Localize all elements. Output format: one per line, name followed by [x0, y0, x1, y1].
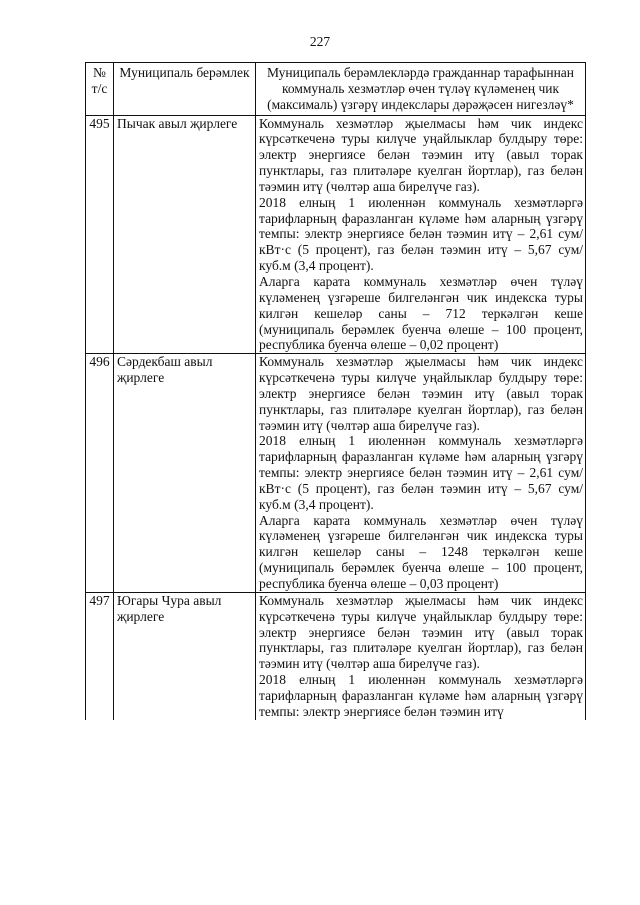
row-number: 495 — [86, 115, 114, 354]
table-header-row — [86, 63, 586, 116]
row-municipality: Пычак авыл җирлеге — [114, 115, 256, 354]
table-row — [86, 115, 586, 354]
row-municipality: Сәрдекбаш авыл җирлеге — [114, 354, 256, 593]
table-row — [86, 354, 586, 593]
paragraph-population: Аларга карата коммуналь хезмәтләр өчен түләү күләменең үзгәреше билгеләнгән чик индекска туры килгән кешеләр саны – 712 теркәлгән кеше (муниципаль берәмлек буенча өлеше – 100 процент, республика буенча өлеше – 0,02 процент) — [259, 273, 583, 353]
row-justification — [256, 115, 586, 354]
paragraph-tariffs: 2018 елның 1 июленнән коммуналь хезмәтләргә тарифларның фаразланган күләме һәм аларның үзгәрү темпы: электр энергиясе белән тәэмин итү – 2,61 сум/кВт·с (5 процент), газ белән тәэмин итү – 5,67 сум/куб.м (3,4 процент). — [259, 433, 583, 512]
row-number: 497 — [86, 592, 114, 719]
paragraph-population: Аларга карата коммуналь хезмәтләр өчен түләү күләменең үзгәреше билгеләнгән чик индекска туры килгән кешеләр саны – 1248 теркәлгән кеше (муниципаль берәмлек буенча өлеше – 100 процент, республика буенча өлеше – 0,03 процент) — [259, 512, 583, 591]
row-justification — [256, 354, 586, 593]
header-justification: Муниципаль берәмлекләрдә гражданнар тарафыннан коммуналь хезмәтләр өчен түләү күләменең чик (максималь) үзгәрү индекслары дәрәҗәсен нигезләү* — [256, 63, 586, 116]
paragraph-tariffs: 2018 елның 1 июленнән коммуналь хезмәтләргә тарифларның фаразланган күләме һәм аларның үзгәрү темпы: электр энергиясе белән тәэмин итү — [259, 672, 583, 719]
row-municipality: Югары Чура авыл җирлеге — [114, 592, 256, 719]
row-number: 496 — [86, 354, 114, 593]
paragraph-amenities: Коммуналь хезмәтләр җыелмасы һәм чик индекс күрсәткеченә туры килүче уңайлыклар булдыру төре: электр энергиясе белән тәэмин итү (авыл торак пунктлары, газ плитәләре куелган йортлар), газ белән тәэмин итү (чөлтәр аша бирелүче газ). — [259, 592, 583, 672]
table-row — [86, 592, 586, 719]
tariff-table — [85, 62, 586, 720]
paragraph-amenities: Коммуналь хезмәтләр җыелмасы һәм чик индекс күрсәткеченә туры килүче уңайлыклар булдыру төре: электр энергиясе белән тәэмин итү (авыл торак пунктлары, газ плитәләре куелган йортлар), газ белән тәэмин итү (чөлтәр аша бирелүче газ). — [259, 354, 583, 433]
header-municipality: Муниципаль берәмлек — [114, 63, 256, 116]
paragraph-tariffs: 2018 елның 1 июленнән коммуналь хезмәтләргә тарифларның фаразланган күләме һәм аларның үзгәрү темпы: электр энергиясе белән тәэмин итү – 2,61 сум/кВт·с (5 процент), газ белән тәэмин итү – 5,67 сум/куб.м (3,4 процент). — [259, 194, 583, 274]
row-justification — [256, 592, 586, 719]
page-number: 227 — [309, 34, 331, 49]
header-number: № т/с — [86, 63, 114, 116]
paragraph-amenities: Коммуналь хезмәтләр җыелмасы һәм чик индекс күрсәткеченә туры килүче уңайлыклар булдыру төре: электр энергиясе белән тәэмин итү (авыл торак пунктлары, газ плитәләре куелган йортлар), газ белән тәэмин итү (чөлтәр аша бирелүче газ). — [259, 115, 583, 194]
